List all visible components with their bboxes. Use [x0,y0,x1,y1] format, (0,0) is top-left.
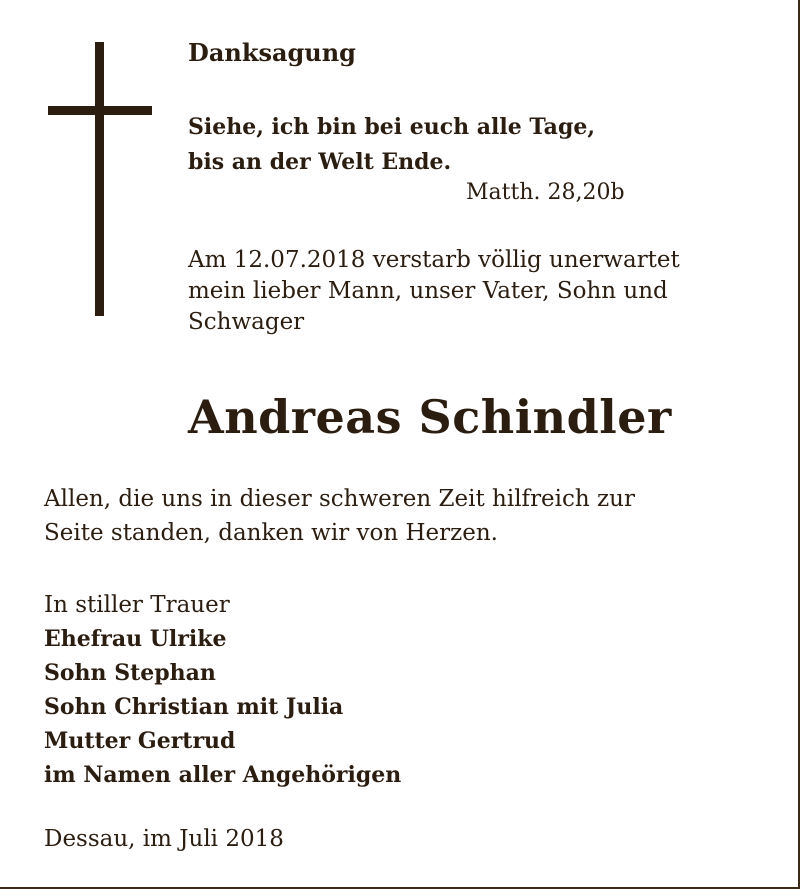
verse-reference: Matth. 28,20b [466,180,625,205]
bible-verse-line: Siehe, ich bin bei euch alle Tage, [188,114,595,140]
death-notice-line: mein lieber Mann, unser Vater, Sohn und [188,278,668,304]
thanks-line: Allen, die uns in dieser schweren Zeit hilfreich zur [44,486,635,512]
signer: Sohn Christian mit Julia [44,694,344,720]
death-notice-text [188,245,680,338]
bible-verse [188,110,595,180]
signers-list [44,622,401,792]
bible-verse-line: bis an der Welt Ende. [188,149,452,175]
signer: Ehefrau Ulrike [44,626,227,652]
signer: Sohn Stephan [44,660,216,686]
cross-horizontal-bar [48,106,152,115]
signer: Mutter Gertrud [44,728,236,754]
place-and-date: Dessau, im Juli 2018 [44,826,284,852]
notice-title: Danksagung [188,38,356,67]
mourning-intro: In stiller Trauer [44,592,230,618]
death-notice-line: Schwager [188,309,305,335]
cross-vertical-bar [95,42,104,316]
signer: im Namen aller Angehörigen [44,762,402,788]
death-notice-line: Am 12.07.2018 verstarb völlig unerwartet [188,247,680,273]
cross-icon [48,42,152,316]
thanks-line: Seite standen, danken wir von Herzen. [44,520,498,546]
deceased-name: Andreas Schindler [188,390,672,444]
thanks-text [44,482,635,550]
